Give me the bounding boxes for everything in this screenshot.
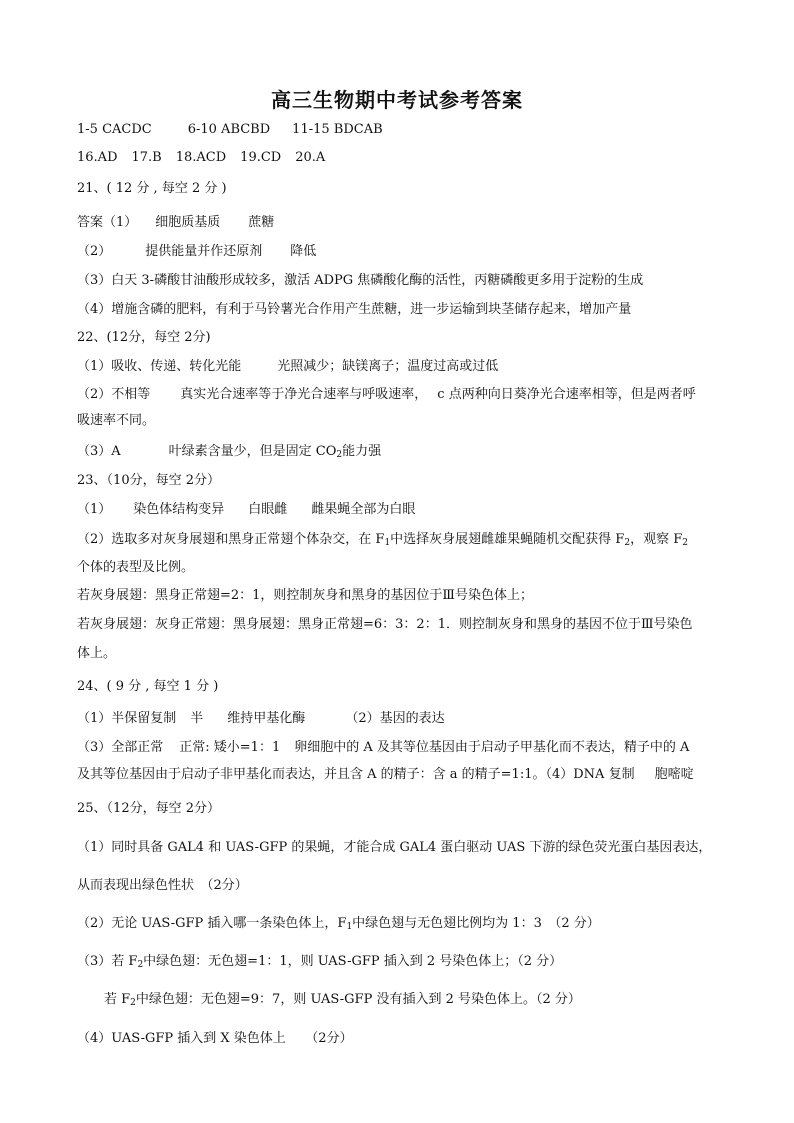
q24-heading: 24、( 9 分 , 每空 1 分 ) <box>77 679 219 694</box>
mc-16: 16.AD <box>77 150 118 165</box>
q23-heading: 23、（10分，每空 2分） <box>77 473 220 488</box>
q22-heading: 22、(12分，每空 2分) <box>77 330 211 345</box>
q25-answer-1-line-2: 从而表现出绿色性状 （2分） <box>77 878 248 893</box>
q24-answer-1: （1）半保留复制 半 维持甲基化酶 （2）基因的表达 <box>77 711 445 726</box>
q25-answer-3b: 若 $F_2$中绿色翅：无色翅=9：7，则 UAS-GFP 没有插入到 2 号染色体上。（2 分） <box>104 992 581 1008</box>
mc-range-3: 11-15 BDCAB <box>292 122 383 137</box>
q21-answer-3: （3）白天 3-磷酸甘油酸形成较多，激活 ADPG 焦磷酸化酶的活性，丙糖磷酸更多用于淀粉的生成 <box>77 273 644 288</box>
q21-heading: 21、( 12 分 , 每空 2 分 ) <box>77 181 227 196</box>
q25-answer-4: （4）UAS-GFP 插入到 X 染色体上 （2分） <box>77 1031 353 1046</box>
q23-answer-1: （1） 染色体结构变异 白眼雌 雌果蝇全部为白眼 <box>77 502 416 517</box>
q22-answer-2: （2）不相等 真实光合速率等于净光合速率与呼吸速率， c 点两种向日葵净光合速率相等，但是两者呼 <box>77 387 696 402</box>
q23-answer-2-line-4: 若灰身展翅：灰身正常翅：黑身展翅：黑身正常翅=6：3：2：1．则控制灰身和黑身的基因不位于Ⅲ号染色 <box>77 617 693 632</box>
q24-answer-3-cont: 及其等位基因由于启动子非甲基化而表达，并且含 A 的精子：含 a 的精子=1:1。（4）DNA 复制 胞嘧啶 <box>77 767 694 782</box>
q21-answer-2: （2） 提供能量并作还原剂 降低 <box>77 244 317 259</box>
mc-20: 20.A <box>295 150 326 165</box>
q21-answer-4: （4）增施含磷的肥料，有利于马铃薯光合作用产生蔗糖，进一步运输到块茎储存起来，增加产量 <box>77 302 632 317</box>
q23-answer-2-line-3: 若灰身展翅：黑身正常翅=2：1，则控制灰身和黑身的基因位于Ⅲ号染色体上； <box>77 588 533 603</box>
mc-range-2: 6-10 ABCBD <box>187 122 271 137</box>
q25-answer-3: （3）若 $F_2$中绿色翅：无色翅=1：1，则 UAS-GFP 插入到 2 号染色体上；（2 分） <box>77 954 563 970</box>
q24-answer-3: （3）全部正常 正常: 矮小=1：1 卵细胞中的 A 及其等位基因由于启动子甲基化而不表达，精子中的 A <box>77 740 690 755</box>
mc-18: 18.ACD <box>175 150 227 165</box>
q23-answer-2-line-5: 体上。 <box>77 646 117 661</box>
mc-range-1: 1-5 CACDC <box>77 122 152 137</box>
q25-heading: 25、（12分，每空 2分） <box>77 801 220 816</box>
mc-17: 17.B <box>131 150 162 165</box>
page-title: 高三生物期中考试参考答案 <box>271 88 523 112</box>
q25-answer-1-line-1: （1）同时具备 GAL4 和 UAS-GFP 的果蝇，才能合成 GAL4 蛋白驱动 UAS 下游的绿色荧光蛋白基因表达， <box>77 840 712 855</box>
mc-row-2 <box>77 150 325 166</box>
mc-row-1 <box>77 122 383 138</box>
q22-answer-1: （1）吸收、传递、转化光能 光照减少；缺镁离子；温度过高或过低 <box>77 359 499 374</box>
q25-answer-2: （2）无论 UAS-GFP 插入哪一条染色体上，$F_1$中绿色翅与无色翅比例均为 1：3 （2 分） <box>77 916 600 932</box>
subscript: 2 <box>336 450 343 460</box>
mc-19: 19.CD <box>240 150 282 165</box>
q22-answer-2-cont: 吸速率不同。 <box>77 413 156 428</box>
q23-answer-2-line-2: 个体的表型及比例。 <box>77 560 195 575</box>
q23-answer-2-line-1: （2）选取多对灰身展翅和黑身正常翅个体杂交，在 $F_1$中选择灰身展翅雌雄果蝇随机交配获得 $F_2$，观察 $F_2$ <box>77 532 688 548</box>
q22-answer-3: （3）A 叶绿素含量少，但是固定 $CO_2$能力强 <box>77 444 382 460</box>
q21-answer-1: 答案（1） 细胞质基质 蔗糖 <box>77 215 275 230</box>
